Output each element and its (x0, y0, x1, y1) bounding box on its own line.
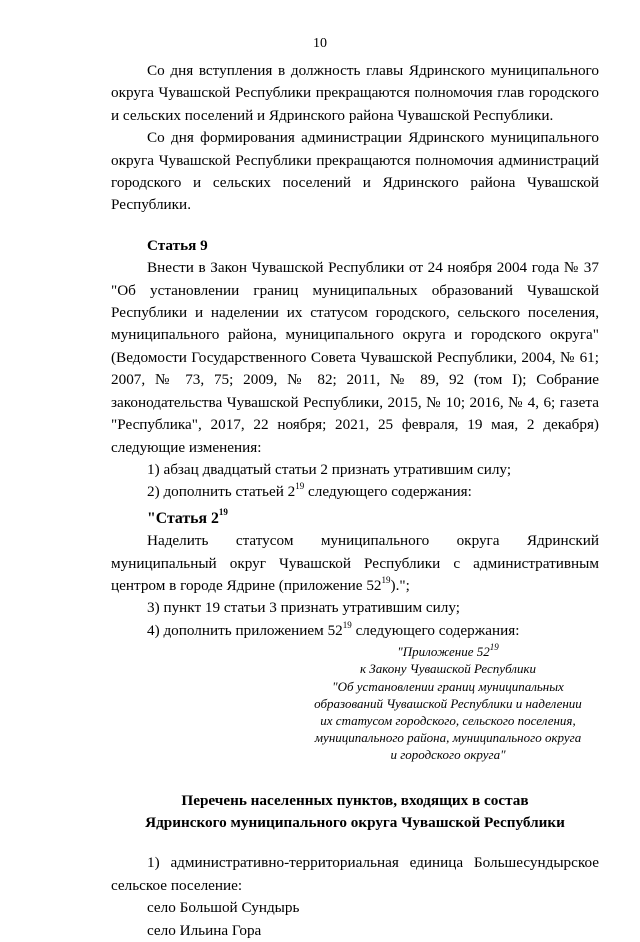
paragraph-head-powers: Со дня вступления в должность главы Ядринского муниципального округа Чувашской Республики прекращаются полномочия глав городского и сельских поселений и Ядринского района Чувашской Республики. (111, 62, 599, 124)
appendix-line-4: образований Чувашской Республики и наделении (314, 695, 582, 711)
article-9-title: Статья 9 (147, 236, 208, 254)
article-2-19-text: Наделить статусом муниципального округа Ядринский муниципальный округ Чувашской Республики с административным центром в городе Ядрине (приложение $52^{19}$)."; (111, 532, 599, 594)
appendix-line-2: к Закону Чувашской Республики (359, 661, 537, 677)
heading-line-1: Перечень населенных пунктов, входящих в состав (181, 791, 529, 809)
article-9-intro: Внести в Закон Чувашской Республики от 24 ноября 2004 года № 37 "Об установлении границ муниципальных образований Чувашской Республики и наделении их статусом городского, сельского поселения, муниципального района, муниципального округа и городского округа" (Ведомости Государственного Совета Чувашской Республики, 2004, № 61; 2007, № 73, 75; 2009, № 82; 2011, № 89, 92 (том I); Собрание законодательства Чувашской Республики, 2015, № 10; 2016, № 4, 6; газета "Республика", 2017, 22 ноября; 2021, 25 февраля, 19 мая, 2 декабря) следующие изменения: (111, 259, 599, 456)
article-9-item-4: 4) дополнить приложением $52^{19}$ следующего содержания: (147, 619, 520, 639)
appendix-line-5: их статусом городского, сельского поселения, (320, 712, 576, 728)
article-9-item-3: 3) пункт 19 статьи 3 признать утратившим силу; (147, 599, 460, 617)
document-body (111, 60, 599, 942)
list-item-1-line-2: сельское поселение: (111, 876, 243, 894)
paragraph-administration-powers: Со дня формирования администрации Ядринского муниципального округа Чувашской Республики прекращаются полномочия администраций городского и сельских поселений и Ядринского района Чувашской Республики. (111, 129, 599, 214)
article-9-item-1: 1) абзац двадцатый статьи 2 признать утратившим силу; (147, 460, 512, 478)
appendix-line-3: "Об установлении границ муниципальных (332, 678, 564, 694)
settlement-item: село Ильина Гора (147, 921, 262, 939)
appendix-line-1: "Приложение $52^{19}$ (397, 641, 499, 660)
article-9-item-2: 2) дополнить статьей $2^{19}$ следующего содержания: (147, 481, 472, 501)
appendix-line-7: и городского округа" (390, 747, 506, 763)
heading-line-2: Ядринского муниципального округа Чувашской Республики (145, 813, 565, 831)
page-number: 10 (313, 36, 327, 51)
list-item-1-line-1: 1) административно-территориальная единица Большесундырское (147, 854, 599, 872)
settlement-item: село Большой Сундырь (147, 899, 300, 917)
appendix-line-6: муниципального района, муниципального округа (314, 730, 582, 746)
settlements-list-heading (111, 790, 599, 835)
article-2-19-title: "Статья $2^{19}$ (147, 507, 228, 527)
appendix-reference (297, 643, 599, 763)
